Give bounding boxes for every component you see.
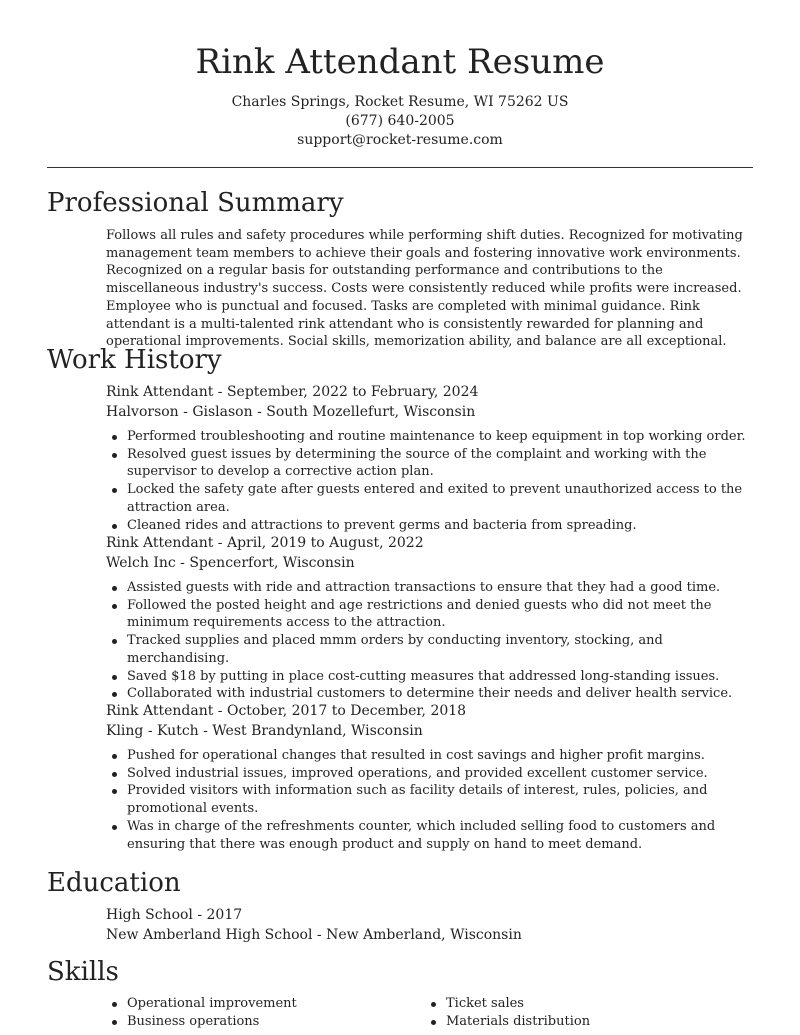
job-bullet: Collaborated with industrial customers to determine their needs and deliver health service. [127, 685, 766, 703]
job-bullet: Locked the safety gate after guests entered and exited to prevent unauthorized access to the attraction area. [127, 481, 766, 516]
education-heading: Education [47, 868, 181, 898]
job-employer-line: Halvorson - Gislason - South Mozellefurt, Wisconsin [106, 403, 476, 420]
skill-item: Materials distribution [446, 1013, 725, 1031]
skills-column-left [106, 995, 406, 1030]
job-bullet: Followed the posted height and age restrictions and denied guests who did not meet the minimum requirements access to the attraction. [127, 597, 766, 632]
resume-title: Rink Attendant Resume [195, 42, 605, 82]
job-title-line: Rink Attendant - September, 2022 to February, 2024 [106, 384, 479, 400]
job-title-line: Rink Attendant - October, 2017 to December, 2018 [106, 703, 467, 719]
skills-column-right [425, 995, 725, 1030]
job-bullet: Pushed for operational changes that resulted in cost savings and higher profit margins. [127, 747, 766, 765]
summary-heading: Professional Summary [47, 188, 344, 218]
job-employer-line: Welch Inc - Spencerfort, Wisconsin [106, 554, 355, 571]
job-bullet: Tracked supplies and placed mmm orders by conducting inventory, stocking, and merchandising. [127, 632, 766, 667]
job-bullet: Saved $18 by putting in place cost-cutting measures that addressed long-standing issues. [127, 668, 766, 686]
contact-email[interactable]: support@rocket-resume.com [297, 132, 503, 148]
summary-text: Follows all rules and safety procedures while performing shift duties. Recognized for motivating management team members to achieve their goals and fostering innovative work environments. Recognized on a regular basis for outstanding performance and contributions to the miscellaneous industry's success. Costs were consistently reduced while profits were increased. Employee who is punctual and focused. Tasks are completed with minimal guidance. Rink attendant is a multi-talented rink attendant who is consistently rewarded for planning and operational improvements. Social skills, memorization ability, and balance are all exceptional. [106, 228, 743, 350]
job-bullet: Solved industrial issues, improved operations, and provided excellent customer service. [127, 765, 766, 783]
job-bullet: Provided visitors with information such as facility details of interest, rules, policies, and promotional events. [127, 782, 766, 817]
job-bullets [106, 747, 766, 853]
job-employer-line: Kling - Kutch - West Brandynland, Wisconsin [106, 722, 423, 739]
skill-item: Ticket sales [446, 995, 725, 1013]
skill-item: Operational improvement [127, 995, 406, 1013]
job-bullet: Cleaned rides and attractions to prevent germs and bacteria from spreading. [127, 517, 766, 535]
contact-block [0, 93, 800, 150]
job-bullets [106, 579, 766, 703]
skills-list [425, 995, 725, 1030]
skill-item: Business operations [127, 1013, 406, 1031]
job-bullet: Performed troubleshooting and routine maintenance to keep equipment in top working order. [127, 428, 766, 446]
contact-phone: (677) 640-2005 [345, 113, 455, 129]
job-entry [106, 383, 766, 534]
header-divider [47, 167, 753, 168]
education-school-line: New Amberland High School - New Amberland, Wisconsin [106, 926, 522, 943]
skills-list [106, 995, 406, 1030]
contact-address: Charles Springs, Rocket Resume, WI 75262 US [231, 94, 569, 110]
education-entry [106, 906, 746, 945]
education-degree-line: High School - 2017 [106, 907, 243, 923]
job-entry [106, 534, 766, 703]
job-bullets [106, 428, 766, 534]
skills-heading: Skills [47, 957, 119, 987]
job-bullet: Was in charge of the refreshments counter, which included selling food to customers and ensuring that there was enough product and supply on hand to meet demand. [127, 818, 766, 853]
work-history-heading: Work History [47, 345, 222, 375]
job-entry [106, 702, 766, 853]
job-title-line: Rink Attendant - April, 2019 to August, 2022 [106, 535, 424, 551]
job-bullet: Assisted guests with ride and attraction transactions to ensure that they had a good time. [127, 579, 766, 597]
job-bullet: Resolved guest issues by determining the source of the complaint and working with the supervisor to develop a corrective action plan. [127, 446, 766, 481]
